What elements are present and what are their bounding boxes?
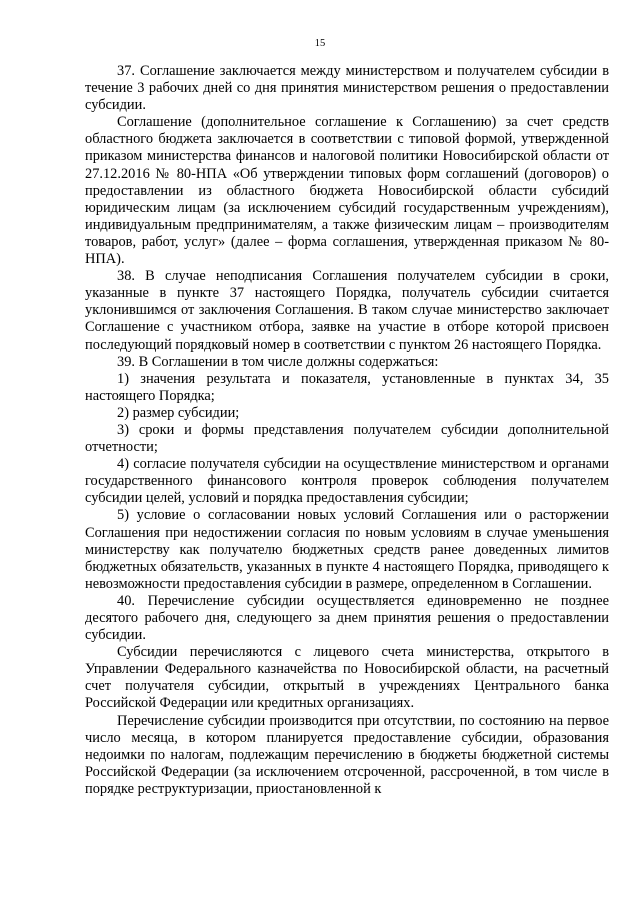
paragraph-40-transfer: 40. Перечисление субсидии осуществляется единовременно не позднее десятого рабочего дня, следующего за днем принятия решения о предоставлении субсидии. bbox=[85, 592, 609, 644]
paragraph-agreement-form: Соглашение (дополнительное соглашение к Соглашению) за счет средств областного бюджета заключается в соответствии с типовой формой, утвержденной приказом министерства финансов и налоговой политики Новосибирской области от 27.12.2016 № 80-НПА «Об утверждении типовых форм соглашений (договоров) о предоставлении из областного бюджета Новосибирской области субсидий юридическим лицам (за исключением субсидий государственным учреждениям), индивидуальным предпринимателям, а также физическим лицам – производителям товаров, работ, услуг» (далее – форма соглашения, утвержденная приказом № 80-НПА). bbox=[85, 114, 609, 268]
document-body bbox=[85, 63, 609, 798]
page-number: 15 bbox=[314, 38, 326, 49]
paragraph-39-agreement-contents: 39. В Соглашении в том числе должны содержаться: bbox=[117, 353, 439, 370]
paragraph-transfer-account: Субсидии перечисляются с лицевого счета министерства, открытого в Управлении Федерального казначейства по Новосибирской области, на расчетный счет получателя субсидии, открытый в учреждениях Центрального банка Российской Федерации или кредитных организациях. bbox=[85, 644, 609, 712]
list-item-reporting: 3) сроки и формы представления получателем субсидии дополнительной отчетности; bbox=[85, 421, 609, 456]
paragraph-transfer-conditions: Перечисление субсидии производится при отсутствии, по состоянию на первое число месяца, в котором планируется предоставление субсидии, образования недоимки по налогам, подлежащим перечислению в бюджеты бюджетной системы Российской Федерации (за исключением отсроченной, рассроченной, в том числе в порядке реструктуризации, приостановленной к bbox=[85, 712, 609, 797]
list-item-subsidy-amount: 2) размер субсидии; bbox=[117, 404, 240, 421]
list-item-new-conditions: 5) условие о согласовании новых условий Соглашения или о расторжении Соглашения при недостижении согласия по новым условиям в случае уменьшения министерству как получателю бюджетных средств ранее доведенных лимитов бюджетных обязательств, указанных в пункте 4 настоящего Порядка, приводящего к невозможности предоставления субсидии в размере, определенном в Соглашении. bbox=[85, 507, 609, 592]
paragraph-38-non-signing: 38. В случае неподписания Соглашения получателем субсидии в сроки, указанные в пункте 37 настоящего Порядка, получатель субсидии считается уклонившимся от заключения Соглашения. В таком случае министерство заключает Соглашение с участником отбора, заявке на участие в отборе которой присвоен последующий порядковый номер в соответствии с пунктом 26 настоящего Порядка. bbox=[85, 268, 609, 353]
paragraph-37-agreement-term: 37. Соглашение заключается между министерством и получателем субсидии в течение 3 рабочих дней со дня принятия министерством решения о предоставлении субсидии. bbox=[85, 63, 609, 114]
list-item-inspection-consent: 4) согласие получателя субсидии на осуществление министерством и органами государственного финансового контроля проверок соблюдения получателем субсидии целей, условий и порядка предоставления субсидии; bbox=[85, 456, 609, 507]
list-item-result-indicator: 1) значения результата и показателя, установленные в пунктах 34, 35 настоящего Порядка; bbox=[85, 370, 609, 404]
